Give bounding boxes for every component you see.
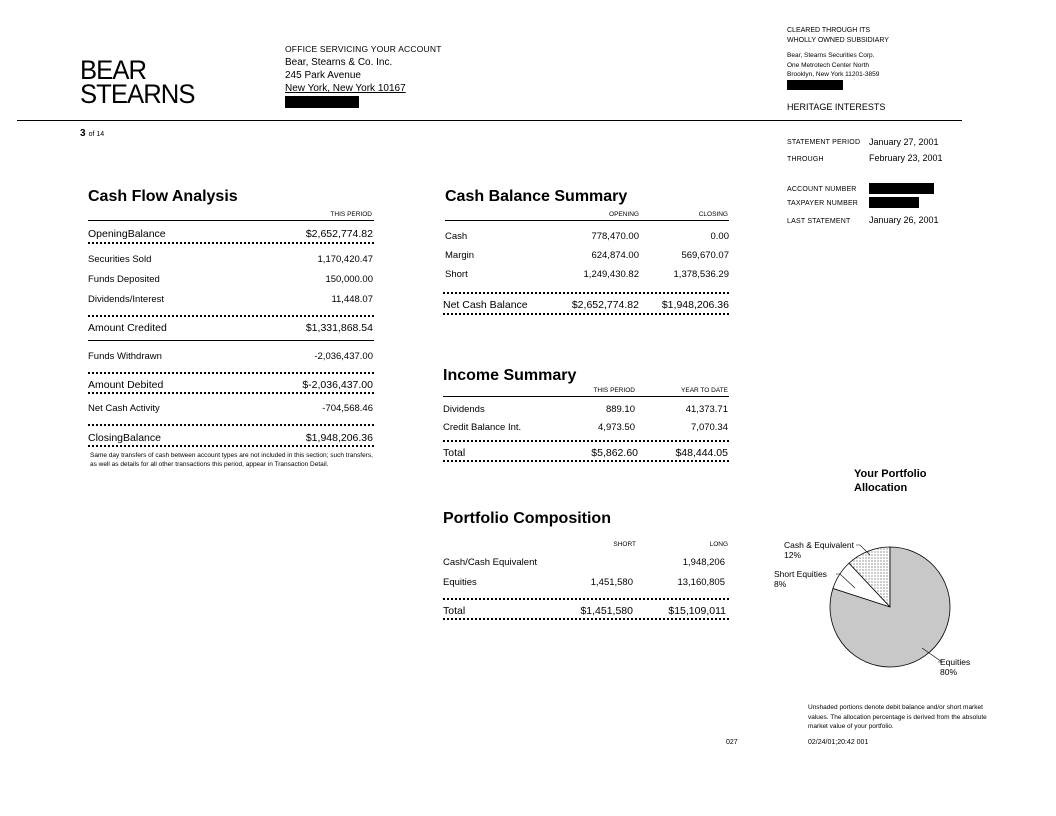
dotted-divider	[443, 598, 729, 602]
securities-sold-value: 1,170,420.47	[317, 254, 373, 265]
statement-period-label: STATEMENT PERIOD	[787, 139, 861, 146]
equities-short: 1,451,580	[590, 577, 633, 588]
pie-label-1: Cash & Equivalent	[784, 540, 854, 550]
clearing-line-2: WHOLLY OWNED SUBSIDIARY	[787, 36, 889, 44]
income-dividends-label: Dividends	[443, 404, 485, 415]
cash-equivalent-label: Cash/Cash Equivalent	[443, 557, 537, 568]
account-name: HERITAGE INTERESTS	[787, 102, 886, 112]
col-long: LONG	[709, 541, 728, 548]
pie-label-3: Equities	[940, 657, 971, 667]
equities-label: Equities	[443, 577, 477, 588]
net-cash-activity-value: -704,568.46	[322, 403, 373, 414]
col-this-period: THIS PERIOD	[593, 387, 635, 394]
dividends-interest-label: Dividends/Interest	[88, 294, 165, 305]
income-summary-title: Income Summary	[443, 367, 577, 384]
redaction-bar	[285, 96, 359, 108]
dotted-divider	[443, 440, 729, 444]
amount-credited-value: $1,331,868.54	[305, 322, 373, 334]
clearing-line-1: CLEARED THROUGH ITS	[787, 27, 871, 34]
redaction-bar	[869, 183, 934, 194]
page-of: of 14	[88, 131, 105, 138]
cash-balance-title: Cash Balance Summary	[445, 188, 628, 205]
header-rule	[17, 120, 762, 121]
col-opening: OPENING	[609, 211, 639, 218]
cash-equivalent-long: 1,948,206	[682, 557, 725, 568]
through-label: THROUGH	[787, 156, 824, 163]
through-value: February 23, 2001	[869, 153, 943, 163]
allocation-pie-chart	[760, 530, 1000, 690]
office-label: OFFICE SERVICING YOUR ACCOUNT	[285, 44, 442, 54]
dotted-divider	[443, 313, 729, 317]
net-cash-balance-opening: $2,652,774.82	[571, 299, 639, 311]
dotted-divider	[88, 392, 374, 396]
credit-balance-label: Credit Balance Int.	[443, 422, 522, 433]
last-statement-value: January 26, 2001	[869, 215, 939, 225]
income-total-period: $5,862.60	[591, 447, 638, 459]
net-cash-balance-label: Net Cash Balance	[443, 299, 528, 311]
footer-timestamp: 02/24/01;20:42 001	[808, 739, 869, 746]
amount-credited-label: Amount Credited	[88, 322, 167, 334]
allocation-title	[854, 467, 927, 495]
divider	[88, 340, 374, 341]
dividends-interest-value: 11,448.07	[331, 294, 373, 305]
statement-period-value: January 27, 2001	[869, 137, 939, 147]
equities-long: 13,160,805	[677, 577, 725, 588]
office-city: New York, New York 10167	[285, 83, 406, 94]
cash-flow-col-header: THIS PERIOD	[330, 211, 372, 218]
margin-row-opening: 624,874.00	[591, 250, 639, 261]
divider	[88, 220, 374, 221]
net-cash-balance-closing: $1,948,206.36	[661, 299, 729, 311]
portfolio-composition-title: Portfolio Composition	[443, 510, 611, 527]
taxpayer-number-label: TAXPAYER NUMBER	[787, 200, 859, 207]
page-number	[80, 128, 104, 139]
funds-withdrawn-label: Funds Withdrawn	[88, 351, 162, 362]
dotted-divider	[443, 460, 729, 464]
cash-row-label: Cash	[445, 231, 468, 242]
dotted-divider	[88, 242, 374, 246]
cash-row-opening: 778,470.00	[591, 231, 639, 242]
pie-pct-1: 12%	[784, 550, 802, 560]
bear-stearns-logo	[80, 55, 195, 109]
opening-balance-label: OpeningBalance	[88, 228, 166, 240]
closing-balance-value: $1,948,206.36	[305, 432, 373, 444]
redaction-bar	[787, 80, 843, 90]
clearing-city: Brooklyn, New York 11201-3859	[787, 71, 880, 78]
divider	[443, 396, 729, 397]
income-total-ytd: $48,444.05	[675, 447, 728, 459]
pie-pct-3: 80%	[940, 667, 958, 677]
dotted-divider	[88, 445, 374, 449]
income-total-label: Total	[443, 447, 466, 459]
clearing-info	[787, 26, 889, 93]
margin-row-closing: 569,670.07	[681, 250, 729, 261]
page-current: 3	[80, 128, 86, 139]
funds-deposited-value: 150,000.00	[325, 274, 373, 285]
pie-slices	[830, 547, 950, 667]
dotted-divider	[88, 372, 374, 376]
short-row-label: Short	[445, 269, 468, 280]
portfolio-total-short: $1,451,580	[580, 605, 633, 617]
allocation-note: Unshaded portions denote debit balance and/or short market values. The allocation percentage is derived from the absolute market value of your portfolio.	[808, 704, 987, 730]
securities-sold-label: Securities Sold	[88, 254, 152, 265]
dotted-divider	[88, 315, 374, 319]
divider	[445, 220, 729, 221]
short-row-closing: 1,378,536.29	[673, 269, 729, 280]
amount-debited-value: $-2,036,437.00	[302, 379, 373, 391]
opening-balance-value: $2,652,774.82	[305, 228, 373, 240]
portfolio-total-long: $15,109,011	[668, 605, 726, 617]
dotted-divider	[443, 618, 729, 622]
income-dividends-period: 889.10	[605, 404, 635, 415]
pie-pct-2: 8%	[774, 579, 787, 589]
redaction-bar	[869, 197, 919, 208]
short-row-opening: 1,249,430.82	[583, 269, 639, 280]
allocation-title-line-2: Allocation	[854, 482, 908, 494]
logo-line-1: BEAR	[80, 55, 147, 85]
cash-flow-title: Cash Flow Analysis	[88, 188, 238, 205]
footer-code: 027	[726, 739, 738, 746]
col-closing: CLOSING	[698, 211, 728, 218]
funds-withdrawn-value: -2,036,437.00	[314, 351, 373, 362]
last-statement-label: LAST STATEMENT	[787, 218, 851, 225]
cash-row-closing: 0.00	[710, 231, 729, 242]
account-number-label: ACCOUNT NUMBER	[787, 186, 857, 193]
closing-balance-label: ClosingBalance	[88, 432, 161, 444]
amount-debited-label: Amount Debited	[88, 379, 164, 391]
net-cash-activity-label: Net Cash Activity	[88, 403, 160, 414]
logo-line-2: STEARNS	[80, 79, 195, 109]
dotted-divider	[443, 292, 729, 296]
pie-label-2: Short Equities	[774, 569, 827, 579]
credit-balance-ytd: 7,070.34	[691, 422, 728, 433]
col-year-to-date: YEAR TO DATE	[681, 387, 728, 394]
funds-deposited-label: Funds Deposited	[88, 274, 160, 285]
credit-balance-period: 4,973.50	[598, 422, 635, 433]
col-short: SHORT	[613, 541, 636, 548]
header-rule-right	[762, 120, 962, 121]
office-name: Bear, Stearns & Co. Inc.	[285, 57, 393, 68]
dotted-divider	[88, 424, 374, 428]
office-street: 245 Park Avenue	[285, 70, 361, 81]
clearing-name: Bear, Stearns Securities Corp.	[787, 52, 875, 59]
office-address	[285, 43, 442, 112]
income-dividends-ytd: 41,373.71	[685, 404, 728, 415]
portfolio-total-label: Total	[443, 605, 466, 617]
margin-row-label: Margin	[445, 250, 475, 261]
clearing-street: One Metrotech Center North	[787, 61, 870, 69]
cash-flow-footnote: Same day transfers of cash between account types are not included in this section; such transfers, as well as details for all other transactions this period, appear in Transaction Detail.	[90, 452, 373, 468]
allocation-title-line-1: Your Portfolio	[854, 468, 927, 480]
